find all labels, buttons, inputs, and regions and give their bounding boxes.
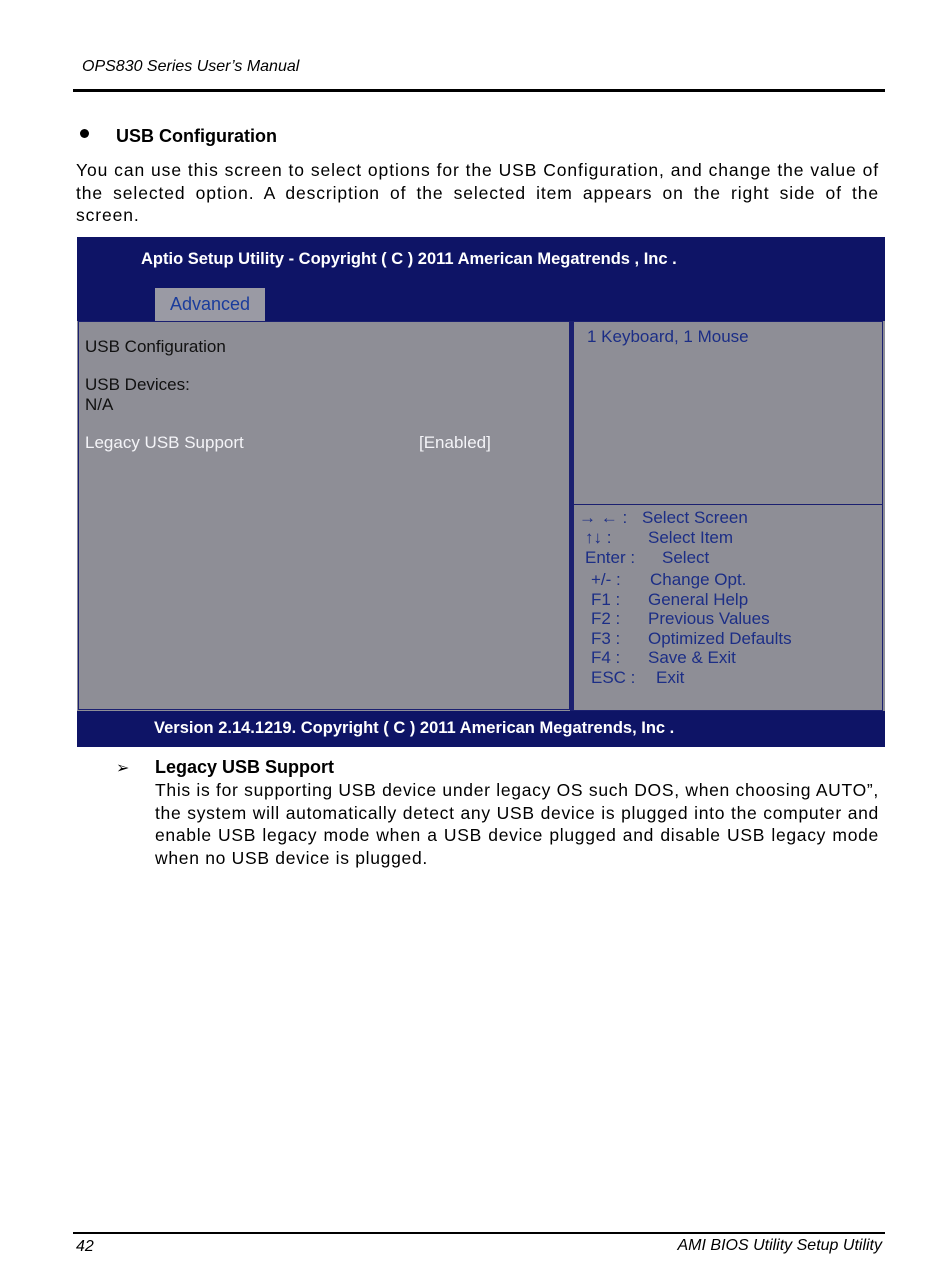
bios-title: Aptio Setup Utility - Copyright ( C ) 2011 American Megatrends , Inc . bbox=[141, 250, 677, 268]
key-hint-action: Select Screen bbox=[642, 508, 748, 527]
bios-help-pane bbox=[573, 321, 883, 505]
key-hint-action: Optimized Defaults bbox=[648, 629, 792, 648]
key-hint-key: ESC : bbox=[591, 668, 636, 687]
key-hint-key: +/- : bbox=[591, 570, 621, 589]
key-hint-action: Select Item bbox=[648, 528, 734, 547]
key-hint-action: Exit bbox=[656, 668, 685, 687]
footer-title: AMI BIOS Utility Setup Utility bbox=[677, 1237, 882, 1254]
key-hint-action: Change Opt. bbox=[650, 570, 747, 589]
tab-advanced[interactable]: Advanced bbox=[155, 288, 265, 321]
key-hint-key: F3 : bbox=[591, 629, 621, 648]
section-title: USB Configuration bbox=[116, 126, 277, 146]
key-hint-key: Enter : bbox=[585, 548, 636, 567]
section-intro: You can use this screen to select options for the USB Configuration, and change the value of the selected option. A description of the selected item appears on the right side of the screen. bbox=[76, 160, 879, 225]
key-hint-action: Select bbox=[662, 548, 710, 567]
subsection-text: This is for supporting USB device under legacy OS such DOS, when choosing AUTO”, the system will automatically detect any USB device is plugged into the computer and enable USB legacy mode when a USB device plugged and disable USB legacy mode when no USB device is plugged. bbox=[155, 780, 879, 868]
bios-version: Version 2.14.1219. Copyright ( C ) 2011 American Megatrends, Inc . bbox=[154, 719, 675, 737]
usb-devices-value: N/A bbox=[85, 395, 114, 414]
legacy-usb-support-value[interactable]: [Enabled] bbox=[419, 433, 491, 452]
key-hint-key: ↑↓ : bbox=[585, 528, 612, 547]
key-hint-key: F1 : bbox=[591, 590, 621, 609]
bios-screenshot bbox=[77, 237, 885, 747]
header-divider bbox=[73, 89, 885, 92]
usb-devices-label: USB Devices: bbox=[85, 375, 190, 394]
bios-version-bar bbox=[77, 711, 885, 747]
subsection-title: Legacy USB Support bbox=[155, 757, 335, 777]
key-hint-action: Save & Exit bbox=[648, 648, 736, 667]
key-hint-action: Previous Values bbox=[648, 609, 770, 628]
arrow-bullet-icon: ➢ bbox=[116, 760, 130, 777]
key-hint-action: General Help bbox=[648, 590, 749, 609]
bios-heading: USB Configuration bbox=[85, 337, 226, 356]
key-hint-key: F4 : bbox=[591, 648, 621, 667]
footer-divider bbox=[73, 1232, 885, 1234]
help-text: 1 Keyboard, 1 Mouse bbox=[587, 327, 749, 346]
manual-title: OPS830 Series User’s Manual bbox=[82, 58, 300, 75]
bullet-icon bbox=[80, 129, 89, 138]
page-number: 42 bbox=[76, 1238, 94, 1255]
key-hint-key: → ← : bbox=[579, 508, 628, 527]
bios-title-bar bbox=[77, 237, 885, 321]
key-hint-key: F2 : bbox=[591, 609, 621, 628]
legacy-usb-support-option[interactable]: Legacy USB Support bbox=[85, 433, 244, 452]
